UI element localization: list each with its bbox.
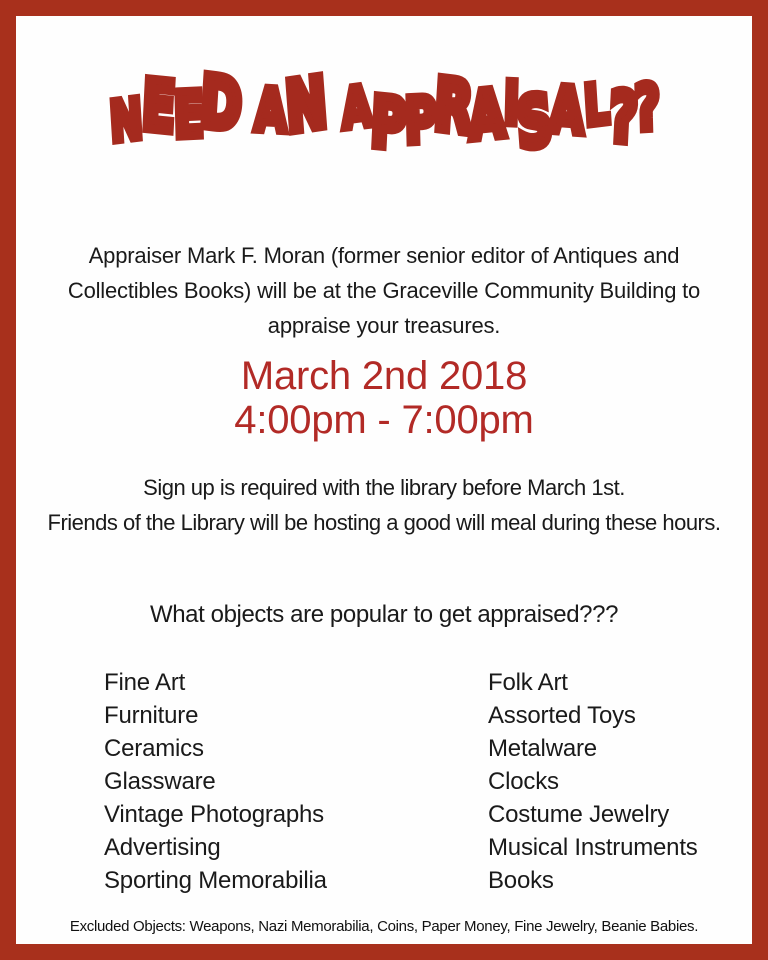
- object-list-item: Books: [488, 867, 554, 894]
- object-list-item: Ceramics: [104, 735, 204, 762]
- objects-column-right: [488, 666, 698, 897]
- title-letter: P: [403, 83, 438, 158]
- flyer-title: [16, 59, 752, 176]
- title-letter: N: [107, 85, 145, 155]
- object-list-item: Musical Instruments: [488, 834, 698, 861]
- object-list-item: Folk Art: [488, 669, 568, 696]
- object-list-item: Vintage Photographs: [104, 801, 324, 828]
- object-list-item: Metalware: [488, 735, 597, 762]
- intro-paragraph: [16, 238, 752, 343]
- object-list-item: Assorted Toys: [488, 702, 636, 729]
- title-letter: A: [339, 73, 374, 142]
- signup-info: [16, 470, 752, 540]
- event-time: 4:00pm - 7:00pm: [234, 398, 534, 442]
- object-list-item: Fine Art: [104, 669, 186, 696]
- title-letter: E: [140, 64, 178, 148]
- object-list-item: Clocks: [488, 768, 559, 795]
- event-datetime: [16, 354, 752, 442]
- title-letter: P: [369, 81, 409, 165]
- signup-line: Friends of the Library will be hosting a good will meal during these hours.: [47, 510, 721, 535]
- intro-line: Collectibles Books) will be at the Graceville Community Building to: [67, 278, 701, 303]
- title-letter: L: [582, 70, 612, 139]
- event-date: March 2nd 2018: [240, 354, 528, 398]
- title-letter: S: [513, 78, 555, 165]
- title-letter: D: [198, 59, 245, 147]
- title-letter: A: [254, 75, 289, 146]
- excluded-objects-note: Excluded Objects: Weapons, Nazi Memorabilia, Coins, Paper Money, Fine Jewelry, Beanie Babies.: [69, 918, 699, 935]
- title-letter: A: [548, 72, 586, 149]
- intro-line: appraise your treasures.: [267, 313, 501, 338]
- title-letter: I: [502, 68, 520, 139]
- signup-line: Sign up is required with the library before March 1st.: [143, 475, 625, 500]
- popular-objects-heading: What objects are popular to get appraised???: [149, 601, 619, 628]
- objects-column-left: [104, 666, 327, 897]
- object-list-item: Glassware: [104, 768, 216, 795]
- title-letter: A: [467, 74, 507, 155]
- intro-line: Appraiser Mark F. Moran (former senior editor of Antiques and: [88, 243, 680, 268]
- object-list-item: Sporting Memorabilia: [104, 867, 327, 894]
- object-list-item: Furniture: [104, 702, 199, 729]
- title-letter: E: [172, 77, 205, 152]
- title-letter: N: [282, 61, 330, 149]
- flyer-inner-area: [16, 16, 752, 944]
- title-letter: ?: [634, 70, 662, 145]
- object-list-item: Costume Jewelry: [488, 801, 670, 828]
- title-letter: ?: [607, 75, 640, 159]
- object-list-item: Advertising: [104, 834, 221, 861]
- title-letter: R: [431, 62, 475, 150]
